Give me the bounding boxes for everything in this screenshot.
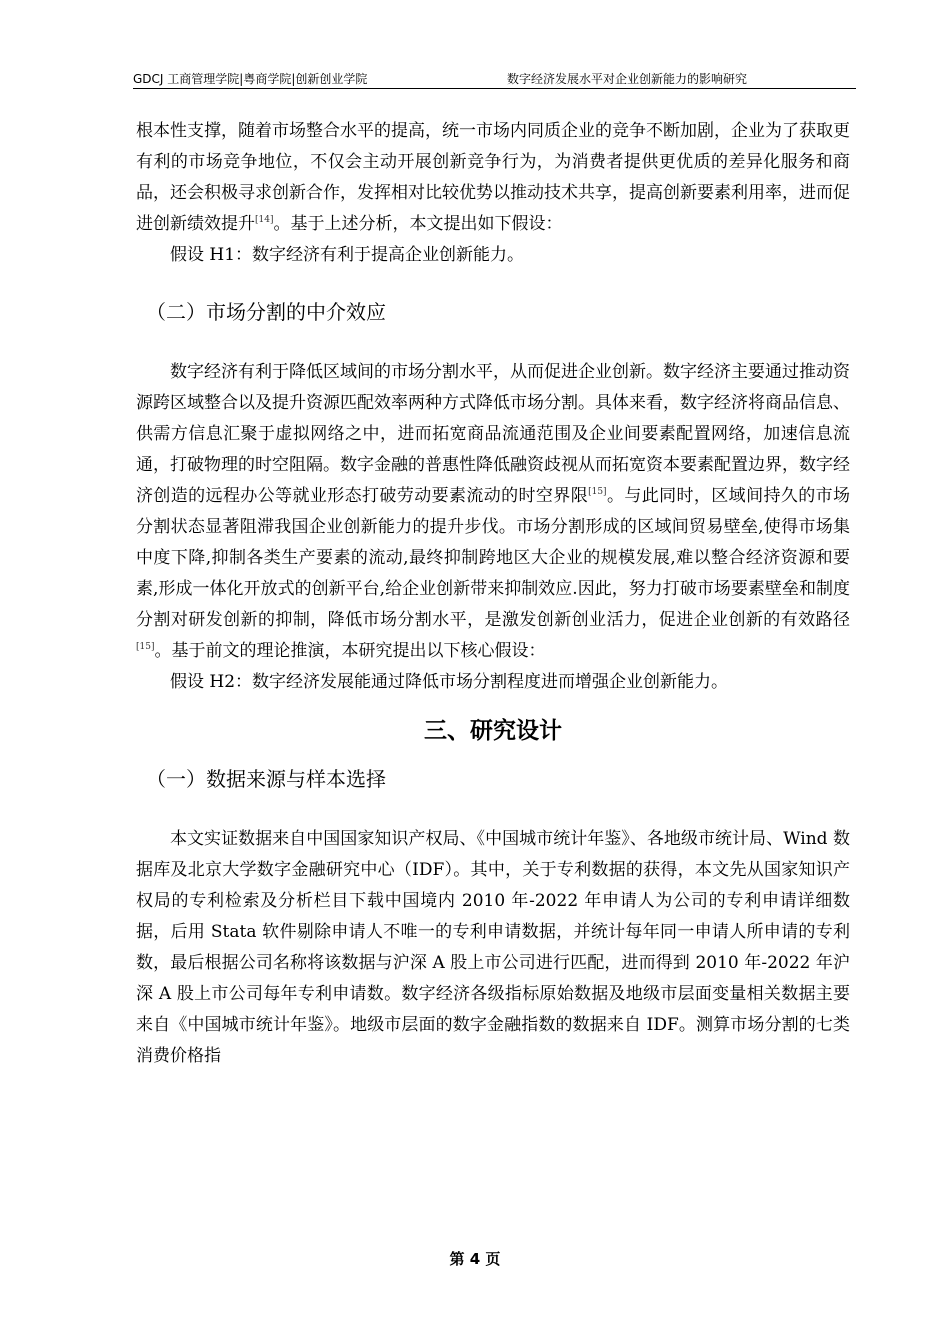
citation-14: [14] xyxy=(255,215,274,225)
citation-15b: [15] xyxy=(136,642,155,652)
paragraph-continued: 根本性支撑，随着市场整合水平的提高，统一市场内同质企业的竞争不断加剧，企业为了获取更有利的市场竞争地位，不仅会主动开展创新竞争行为，为消费者提供更优质的差异化服务和商品，还会积极寻求创新合作，发挥相对比较优势以推动技术共享，提高创新要素利用率，进而促进创新绩效提升[14]。基于上述分析，本文提出如下假设： xyxy=(136,121,850,234)
hypothesis-h1: 假设 H1：数字经济有利于提高企业创新能力。 xyxy=(170,245,525,265)
subsection-heading-data-source: （一）数据来源与样本选择 xyxy=(146,767,386,791)
paragraph-mediation: 数字经济有利于降低区域间的市场分割水平，从而促进企业创新。数字经济主要通过推动资源跨区域整合以及提升资源匹配效率两种方式降低市场分割。具体来看，数字经济将商品信息、供需方信息汇聚于虚拟网络之中，进而拓宽商品流通范围及企业间要素配置网络，加速信息流通，打破物理的时空阻隔。数字金融的普惠性降低融资歧视从而拓宽资本要素配置边界，数字经济创造的远程办公等就业形态打破劳动要素流动的时空界限[15]。与此同时，区域间持久的市场分割状态显著阻滞我国企业创新能力的提升步伐。市场分割形成的区域间贸易壁垒,使得市场集中度下降,抑制各类生产要素的流动,最终抑制跨地区大企业的规模发展,难以整合经济资源和要素,形成一体化开放式的创新平台,给企业创新带来抑制效应.因此，努力打破市场要素壁垒和制度分割对研发创新的抑制，降低市场分割水平，是激发创新创业活力，促进企业创新的有效路径[15]。基于前文的理论推演，本研究提出以下核心假设： xyxy=(136,362,851,661)
subsection-heading-mediation: （二）市场分割的中介效应 xyxy=(146,300,386,324)
page-body xyxy=(136,116,850,1072)
header-paper-title: 数字经济发展水平对企业创新能力的影响研究 xyxy=(507,72,748,86)
hypothesis-h2: 假设 H2：数字经济发展能通过降低市场分割程度进而增强企业创新能力。 xyxy=(170,672,729,692)
header-institution: GDCJ 工商管理学院|粤商学院|创新创业学院 xyxy=(133,72,368,86)
header-rule xyxy=(133,88,856,89)
running-header xyxy=(133,70,856,88)
page-number: 第 4 页 xyxy=(449,1250,501,1268)
citation-15a: [15] xyxy=(588,487,607,497)
section-heading-research-design: 三、研究设计 xyxy=(424,718,562,744)
paragraph-data-source: 本文实证数据来自中国国家知识产权局、《中国城市统计年鉴》、各地级市统计局、Wind 数据库及北京大学数字金融研究中心（IDF）。其中，关于专利数据的获得，本文先从国家知识产权局的专利检索及分析栏目下载中国境内 2010 年-2022 年申请人为公司的专利申请详细数据，后用 Stata 软件剔除申请人不唯一的专利申请数据，并统计每年同一申请人所申请的专利数，最后根据公司名称将该数据与沪深 A 股上市公司进行匹配，进而得到 2010 年-2022 年沪深 A 股上市公司每年专利申请数。数字经济各级指标原始数据及地级市层面变量相关数据主要来自《中国城市统计年鉴》。地级市层面的数字金融指数的数据来自 IDF。测算市场分割的七类消费价格指 xyxy=(136,829,850,1066)
